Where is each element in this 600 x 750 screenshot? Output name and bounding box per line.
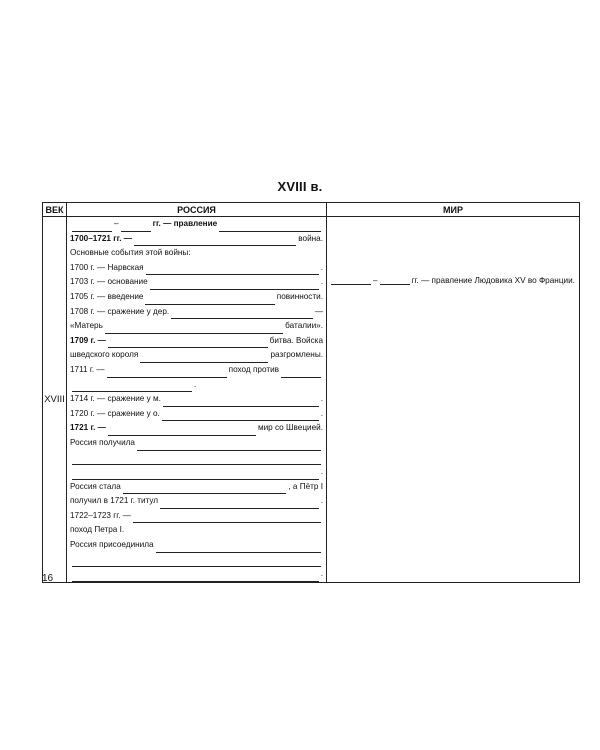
line-text: 1708 г. — сражение у дер. <box>70 306 170 316</box>
line-text: гг. — правление <box>152 219 218 228</box>
line-text: разгромлены. <box>270 350 323 360</box>
blank-field[interactable] <box>162 410 319 421</box>
period: . <box>320 408 323 418</box>
line-text: «Матерь <box>70 321 103 331</box>
table-row <box>43 217 580 583</box>
russia-line-10 <box>67 348 326 363</box>
period: . <box>320 262 323 272</box>
blank-field[interactable] <box>72 381 192 392</box>
blank-field[interactable] <box>150 279 319 290</box>
russia-line-11 <box>67 363 326 378</box>
russia-line-13 <box>67 392 326 407</box>
blank-field[interactable] <box>134 235 296 246</box>
dash: – <box>373 276 378 285</box>
russia-line-9 <box>67 334 326 349</box>
blank-field[interactable] <box>281 367 321 378</box>
vek-cell: XVIII <box>43 217 67 583</box>
blank-field[interactable] <box>171 308 313 319</box>
russia-line-2 <box>67 232 326 247</box>
header-russia: РОССИЯ <box>67 203 327 217</box>
line-text: Основные события этой войны: <box>70 248 191 258</box>
history-table <box>42 202 580 583</box>
line-text: 1721 г. — <box>70 423 106 433</box>
line-text: битва. Войска <box>269 335 323 345</box>
russia-line-21 <box>67 538 326 553</box>
line-text: шведского короля <box>70 350 139 360</box>
russia-line-16 <box>67 436 326 451</box>
line-text: 1720 г. — сражение у о. <box>70 408 160 418</box>
blank-field[interactable] <box>133 512 321 523</box>
line-text: 1705 г. — введение <box>70 291 144 301</box>
blank-field[interactable] <box>160 498 319 509</box>
russia-line-3 <box>67 246 326 261</box>
table-header-row <box>43 203 580 217</box>
line-text: Россия стала <box>70 481 121 491</box>
blank-field[interactable] <box>146 264 319 275</box>
russia-line-16c <box>67 465 326 480</box>
russia-line-21c <box>67 567 326 582</box>
blank-field[interactable] <box>108 337 268 348</box>
russia-line-8 <box>67 319 326 334</box>
russia-line-15 <box>67 421 326 436</box>
russia-line-18 <box>67 494 326 509</box>
page-title: XVIII в. <box>277 179 323 194</box>
mir-line-1 <box>329 271 577 285</box>
header-mir: МИР <box>327 203 580 217</box>
blank-field[interactable] <box>72 454 321 465</box>
russia-line-21b <box>67 553 326 568</box>
russia-line-19 <box>67 509 326 524</box>
mir-text: гг. — правление Людовика XV во Франции. <box>411 276 575 285</box>
line-text: 1714 г. — сражение у м. <box>70 394 161 404</box>
mir-cell <box>327 217 580 583</box>
russia-line-7 <box>67 305 326 320</box>
russia-line-16b <box>67 451 326 466</box>
line-text: получил в 1721 г. титул <box>70 496 159 506</box>
blank-field[interactable] <box>107 367 227 378</box>
line-text: война. <box>298 233 323 243</box>
line-text: , а Пётр I <box>288 481 323 491</box>
period: . <box>320 467 323 477</box>
russia-line-5 <box>67 275 326 290</box>
blank-field[interactable] <box>331 274 371 285</box>
header-vek: ВЕК <box>43 203 67 217</box>
period: . <box>194 379 197 389</box>
period: . <box>320 569 323 579</box>
russia-line-20 <box>67 523 326 538</box>
line-text: 1700 г. — Нарвская <box>70 262 144 272</box>
blank-field[interactable] <box>219 221 321 232</box>
blank-field[interactable] <box>72 221 112 232</box>
blank-field[interactable] <box>380 274 410 285</box>
line-text: 1703 г. — основание <box>70 277 148 287</box>
blank-field[interactable] <box>72 571 319 582</box>
blank-field[interactable] <box>145 294 274 305</box>
blank-field[interactable] <box>121 221 151 232</box>
blank-field[interactable] <box>72 556 321 567</box>
blank-field[interactable] <box>123 483 287 494</box>
line-text: мир со Швецией. <box>257 423 323 433</box>
blank-field[interactable] <box>156 542 321 553</box>
line-text: баталии». <box>285 321 323 331</box>
russia-line-14 <box>67 407 326 422</box>
blank-field[interactable] <box>137 440 321 451</box>
russia-line-6 <box>67 290 326 305</box>
page-number: 16 <box>42 573 54 584</box>
blank-field[interactable] <box>163 396 319 407</box>
period: . <box>320 496 323 506</box>
line-text: поход против <box>228 364 279 374</box>
blank-field[interactable] <box>105 323 283 334</box>
period: . <box>320 277 323 287</box>
period: . <box>320 394 323 404</box>
russia-line-4 <box>67 261 326 276</box>
dash: – <box>114 219 119 228</box>
russia-cell <box>67 217 327 583</box>
line-text: поход Петра I. <box>70 525 125 535</box>
line-text: повинности. <box>276 291 323 301</box>
line-text: Россия получила <box>70 437 135 447</box>
line-text: 1700–1721 гг. — <box>70 233 132 243</box>
russia-line-17 <box>67 480 326 495</box>
russia-line-1 <box>67 217 326 232</box>
blank-field[interactable] <box>72 469 319 480</box>
line-text: 1709 г. — <box>70 335 106 345</box>
line-text: 1722–1723 гг. — <box>70 510 131 520</box>
line-text: — <box>314 306 323 316</box>
blank-field[interactable] <box>108 425 256 436</box>
line-text: Россия присоединила <box>70 540 154 550</box>
line-text: 1711 г. — <box>70 364 105 374</box>
russia-line-12 <box>67 378 326 393</box>
blank-field[interactable] <box>140 352 268 363</box>
